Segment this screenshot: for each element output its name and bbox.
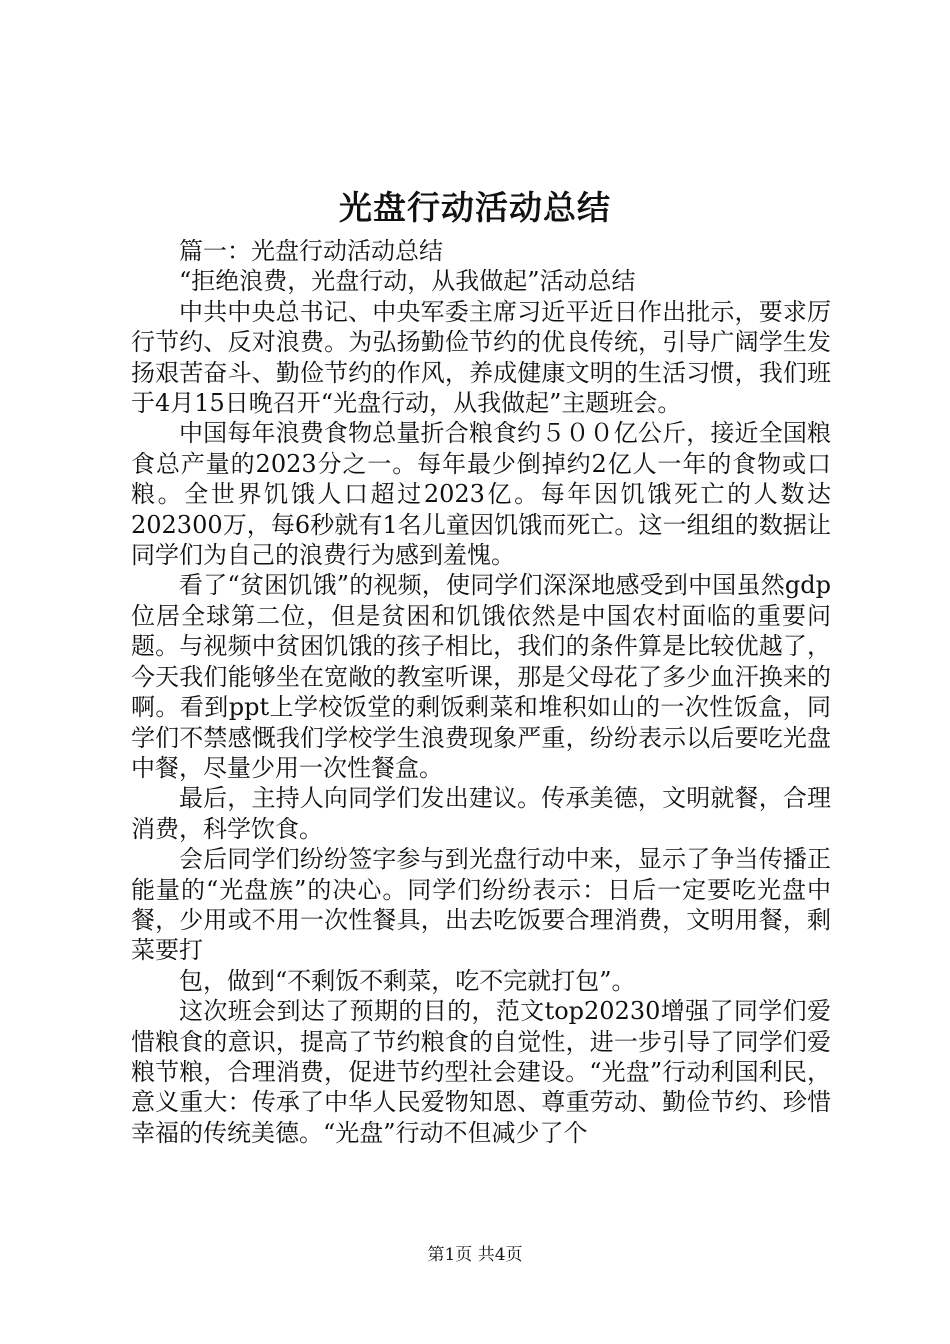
body-paragraph: 最后，主持人向同学们发出建议。传承美德，文明就餐，合理消费，科学饮食。 bbox=[131, 784, 831, 843]
body-paragraph: 包，做到“不剩饭不剩菜，吃不完就打包”。 bbox=[179, 966, 636, 995]
section-heading: 篇一：光盘行动活动总结 bbox=[179, 237, 443, 265]
document-body bbox=[131, 236, 831, 1148]
page-number-footer: 第1页 共4页 bbox=[427, 1245, 523, 1265]
body-paragraph: 中国每年浪费食物总量折合粮食约５００亿公斤，接近全国粮食总产量的2023分之一。每年最少倒掉约2亿人一年的食物或口粮。全世界饥饿人口超过2023亿。每年因饥饿死亡的人数达202300万，每6秒就有1名儿童因饥饿而死亡。这一组组的数据让同学们为自己的浪费行为感到羞愧。 bbox=[131, 419, 831, 570]
subtitle-line: “拒绝浪费，光盘行动，从我做起”活动总结 bbox=[179, 267, 636, 296]
body-paragraph: 看了“贫困饥饿”的视频，使同学们深深地感受到中国虽然gdp位居全球第二位，但是贫困和饥饿依然是中国农村面临的重要问题。与视频中贫困饥饿的孩子相比，我们的条件算是比较优越了，今天我们能够坐在宽敞的教室听课，那是父母花了多少血汗换来的啊。看到ppt上学校饭堂的剩饭剩菜和堆积如山的一次性饭盒，同学们不禁感慨我们学校学生浪费现象严重，纷纷表示以后要吃光盘中餐，尽量少用一次性餐盒。 bbox=[131, 571, 831, 782]
document-title: 光盘行动活动总结 bbox=[339, 188, 611, 227]
body-paragraph: 会后同学们纷纷签字参与到光盘行动中来，显示了争当传播正能量的“光盘族”的决心。同学们纷纷表示：日后一定要吃光盘中餐，少用或不用一次性餐具，出去吃饭要合理消费，文明用餐，剩菜要打 bbox=[131, 845, 831, 965]
body-paragraph: 这次班会到达了预期的目的，范文top20230增强了同学们爱惜粮食的意识，提高了节约粮食的自觉性，进一步引导了同学们爱粮节粮，合理消费，促进节约型社会建设。“光盘”行动利国利民，意义重大：传承了中华人民爱物知恩、尊重劳动、勤俭节约、珍惜幸福的传统美德。“光盘”行动不但减少了个 bbox=[131, 997, 831, 1147]
body-paragraph: 中共中央总书记、中央军委主席习近平近日作出批示，要求厉行节约、反对浪费。为弘扬勤俭节约的优良传统，引导广阔学生发扬艰苦奋斗、勤俭节约的作风，养成健康文明的生活习惯，我们班于4月15日晚召开“光盘行动，从我做起”主题班会。 bbox=[131, 297, 831, 418]
